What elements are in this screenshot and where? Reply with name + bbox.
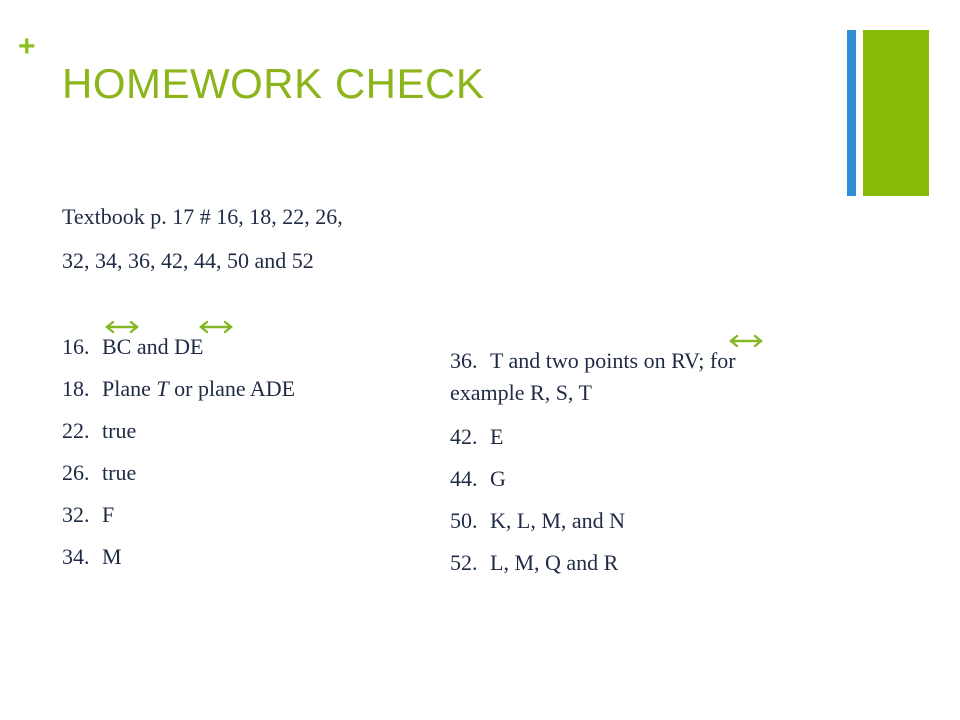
- answer-text: E: [490, 424, 504, 449]
- answer-number: 52.: [450, 550, 478, 575]
- answer-text-italic: T: [156, 376, 169, 401]
- line-arrow-icon: [198, 320, 234, 334]
- answer-number: 44.: [450, 466, 478, 491]
- answer-text-before: Plane: [102, 376, 157, 401]
- slide-title: HOMEWORK CHECK: [62, 60, 485, 107]
- answer-number: 34.: [62, 544, 90, 569]
- answer-number: 26.: [62, 460, 90, 485]
- answer-44: [450, 466, 506, 492]
- answer-text: F: [102, 502, 115, 527]
- answer-number: 50.: [450, 508, 478, 533]
- answer-text: true: [102, 460, 137, 485]
- assignment-line-2: 32, 34, 36, 42, 44, 50 and 52: [62, 248, 314, 273]
- answer-32: [62, 502, 114, 528]
- answer-text: G: [490, 466, 506, 491]
- answer-number: 36.: [450, 348, 478, 373]
- answer-text: L, M, Q and R: [490, 550, 619, 575]
- answer-number: 18.: [62, 376, 90, 401]
- answer-36-continuation: example R, S, T: [450, 380, 592, 405]
- answer-text: true: [102, 418, 137, 443]
- answer-number: 42.: [450, 424, 478, 449]
- answer-18: [62, 376, 295, 402]
- answer-16: [62, 334, 203, 360]
- answer-number: 32.: [62, 502, 90, 527]
- assignment-line-1: Textbook p. 17 # 16, 18, 22, 26,: [62, 204, 343, 229]
- answer-26: [62, 460, 136, 486]
- answer-50: [450, 508, 625, 534]
- answer-text: K, L, M, and N: [490, 508, 626, 533]
- answer-22: [62, 418, 136, 444]
- answer-text: BC and DE: [102, 334, 204, 359]
- answer-52: [450, 550, 618, 576]
- line-arrow-icon: [104, 320, 140, 334]
- answer-36: [450, 348, 736, 374]
- line-arrow-icon: [728, 334, 764, 348]
- answer-number: 16.: [62, 334, 90, 359]
- answer-text: M: [102, 544, 122, 569]
- answer-42: [450, 424, 503, 450]
- decorative-blue-bar: [847, 30, 856, 196]
- plus-icon: +: [18, 30, 36, 63]
- answer-text-after: or plane ADE: [168, 376, 296, 401]
- answer-text: T and two points on RV; for: [490, 348, 736, 373]
- answer-34: [62, 544, 122, 570]
- decorative-green-bar: [863, 30, 929, 196]
- answer-number: 22.: [62, 418, 90, 443]
